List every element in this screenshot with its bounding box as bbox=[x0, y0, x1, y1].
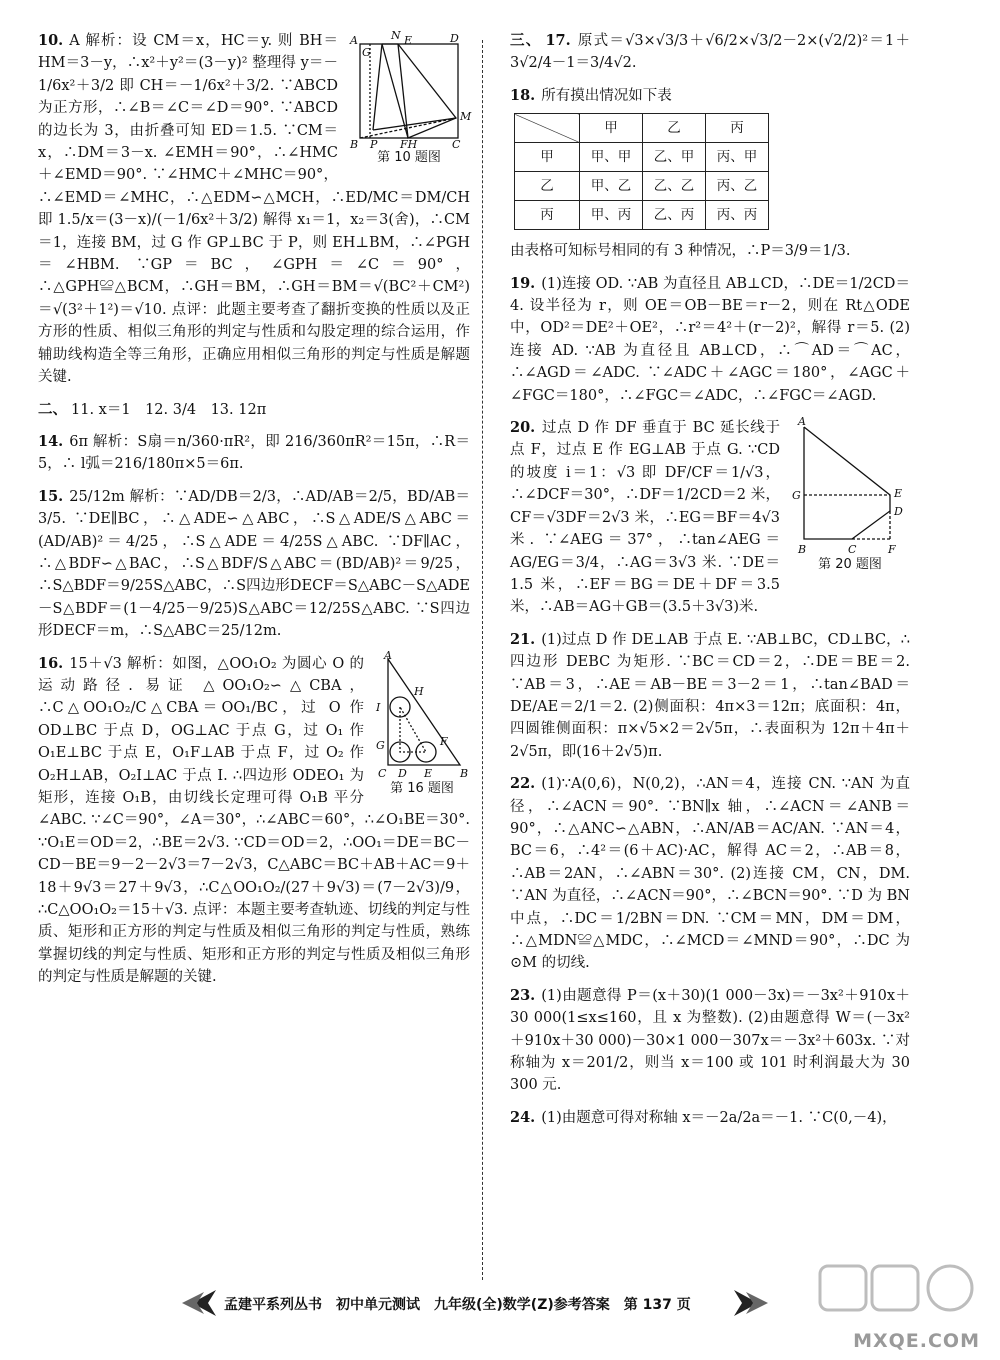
table-row bbox=[515, 143, 769, 172]
answer-18-conclusion: 由表格可知标号相同的有 3 种情况，∴P＝3/9＝1/3. bbox=[510, 243, 851, 260]
fig10-label-g: G bbox=[362, 46, 371, 59]
fig20-label-b: B bbox=[798, 543, 807, 557]
page-footer bbox=[180, 1288, 770, 1318]
figure-20-caption: 第 20 题图 bbox=[818, 557, 882, 573]
fig10-label-b: B bbox=[350, 138, 359, 151]
answer-15-number: 15. bbox=[38, 487, 64, 505]
answer-20 bbox=[510, 417, 910, 619]
fig20-label-e: E bbox=[894, 487, 903, 501]
figure-10-diagram bbox=[348, 30, 470, 150]
table-row bbox=[515, 201, 769, 230]
section-three-label: 三、 bbox=[510, 32, 542, 49]
answer-11-13-text: 11. x＝1 12. 3/4 13. 12π bbox=[71, 401, 267, 418]
answer-20-text: 过点 D 作 DF 垂直于 BC 延长线于点 F，过点 E 作 EG⊥AB 于点 G. ∵CD 的坡度 i＝1：√3 即 DF/CF＝1/√3，∴∠DCF＝30°，∴DF＝1/2CD＝2 米，CF＝√3DF＝2√3 米，∴EG＝BF＝4√3 米. ∵∠AEG＝37°，∴tan∠AEG＝AG/EG＝3/4，∴AG＝3√3 米. ∵DE＝1.5 米，∴EF＝BG＝DE＋DF＝3.5 米，∴AB＝AG＋GB＝(3.5＋3√3)米. bbox=[510, 420, 780, 616]
table-cell: 丙、甲 bbox=[706, 143, 769, 172]
answer-20-number: 20. bbox=[510, 419, 536, 437]
table-cell: 丙、乙 bbox=[706, 172, 769, 201]
answer-14-number: 14. bbox=[38, 432, 64, 450]
fig16-label-h: H bbox=[414, 684, 424, 698]
answer-24-number: 24. bbox=[510, 1108, 536, 1126]
answer-10 bbox=[38, 30, 470, 389]
fig10-label-e: E bbox=[404, 34, 413, 47]
section-two-label: 二、 bbox=[38, 400, 67, 418]
fig20-label-g: G bbox=[792, 489, 801, 503]
table-cell: 乙、丙 bbox=[643, 201, 706, 230]
fig10-label-a: A bbox=[350, 34, 358, 47]
fig16-label-i: I bbox=[376, 700, 381, 714]
left-arrow-icon bbox=[180, 1288, 218, 1318]
fig10-label-d: D bbox=[450, 32, 459, 45]
answer-24-text: (1)由题意可得对称轴 x＝－2a/2a＝－1. ∵C(0,－4)， bbox=[541, 1109, 897, 1126]
table-cell: 甲、乙 bbox=[580, 172, 643, 201]
table-header-cell: 乙 bbox=[643, 114, 706, 143]
left-column bbox=[38, 30, 470, 999]
answer-23 bbox=[510, 985, 910, 1097]
table-row-header: 乙 bbox=[515, 172, 580, 201]
answer-22-text: (1)∵A(0,6)，N(0,2)，∴AN＝4，连接 CN. ∵AN 为直径，∴∠ACN＝90°. ∵BN∥x 轴，∴∠ACN＝∠ANB＝90°，∴△ANC∽△ABN，∴AN/AB＝AC/AN. ∵AN＝4，BC＝6，∴4²＝(6＋AC)·AC，解得 AC＝2，∴AB＝8，∴AB＝2AN，∴∠ABN＝30°. (2)连接 CM，CN，DM. ∵AN 为直径，∴∠ACN＝90°，∴∠BCN＝90°. ∵D 为 BN 中点，∴DC＝1/2BN＝DN. ∵CM＝MN，DM＝DM，∴△MDN≌△MDC，∴∠MCD＝∠MND＝90°，∴DC 为⊙M 的切线. bbox=[510, 776, 910, 972]
right-arrow-icon bbox=[732, 1288, 770, 1318]
answer-16 bbox=[38, 648, 470, 989]
table-header-row bbox=[515, 114, 769, 143]
column-divider bbox=[482, 40, 483, 1280]
fig16-label-a: A bbox=[384, 648, 392, 662]
answer-18 bbox=[510, 85, 910, 263]
fig10-label-p: P bbox=[370, 138, 378, 151]
answer-22-number: 22. bbox=[510, 775, 536, 793]
table-row-header: 甲 bbox=[515, 143, 580, 172]
answer-19-text: (1)连接 OD. ∵AB 为直径且 AB⊥CD，∴DE＝1/2CD＝4. 设半径为 r，则 OE＝OB－BE＝r－2，则在 Rt△ODE 中，OD²＝DE²＋OE²，∴r²＝4²＋(r－2)²，解得 r＝5. (2)连接 AD. ∵AB 为直径且 AB⊥CD，∴⌒AD＝⌒AC，∴∠AGD＝∠ADC. ∵∠ADC＋∠AGC＝180°，∠AGC＋∠FGC＝180°，∴∠FGC＝∠ADC，∴∠FGC＝∠AGD. bbox=[510, 275, 910, 404]
figure-10 bbox=[348, 30, 470, 166]
figure-16-caption: 第 16 题图 bbox=[390, 780, 454, 796]
table-header-cell: 甲 bbox=[580, 114, 643, 143]
table-cell: 甲、甲 bbox=[580, 143, 643, 172]
answer-16-text: 15＋√3 解析：如图，△OO₁O₂ 为圆心 O 的运动路径. 易证 △OO₁O₂∽△CBA，∴C△OO₁O₂/C△CBA＝OO₁/BC，过 O 作 OD⊥BC 于点 D，OG⊥AC 于点 G，过 O₁ 作 O₁E⊥BC 于点 E，O₁F⊥AB 于点 F，过 O₂ 作 O₂H⊥AB，O₂I⊥AC 于点 I. ∴四边形 ODEO₁ 为矩形，连接 O₁B，由切线长定理可得 O₁B 平分∠ABC. ∵∠C＝90°，∠A＝30°，∴∠ABC＝60°，∴∠O₁BE＝30°. ∵O₁E＝OD＝2，∴BE＝2√3. ∵CD＝OD＝2，∴OO₁＝DE＝BC－CD－BE＝9－2－2√3＝7－2√3，C△ABC＝BC＋AB＋AC＝9＋18＋9√3＝27＋9√3，∴C△OO₁O₂/(27＋9√3)＝(7－2√3)/9，∴C△OO₁O₂＝15＋√3. 点评：本题主要考查轨迹、切线的判定与性质、矩形和正方形的判定与性质及相似三角形的判定与性质，熟练掌握切线的判定与性质、矩形和正方形的判定与性质及相似三角形的判定与性质是解题的关键. bbox=[38, 655, 470, 986]
answer-15-text: 25/12m 解析：∵AD/DB＝2/3，∴AD/AB＝2/5，BD/AB＝3/5. ∵DE∥BC，∴△ADE∽△ABC，∴S△ADE/S△ABC＝(AD/AB)²＝4/25，∴S△ADE＝4/25S△ABC. ∵DF∥AC，∴△BDF∽△BAC，∴S△BDF/S△ABC＝(BD/AB)²＝9/25，∴S△BDF＝9/25S△ABC，∴S四边形DECF＝S△ABC－S△ADE－S△BDF＝(1－4/25－9/25)S△ABC＝12/25S△ABC. ∵S四边形DECF＝m，∴S△ABC＝25/12m. bbox=[38, 488, 470, 640]
figure-20 bbox=[790, 417, 910, 573]
fig20-label-c: C bbox=[848, 543, 857, 557]
answer-23-text: (1)由题意得 P＝(x＋30)(1 000－3x)＝－3x²＋910x＋30 000(1≤x≤160，且 x 为整数). (2)由题意得 W＝(－3x²＋910x＋30 000)－30×1 000－307x＝－3x²＋603x. ∵对称轴为 x＝201/2，则当 x＝100 或 101 时利润最大为 30 300 元. bbox=[510, 987, 910, 1094]
fig10-label-m: M bbox=[460, 110, 472, 123]
answer-17-text: 原式＝√3×√3/3＋√6/2×√3/2－2×(√2/2)²＝1＋3√2/4－1＝3/4√2. bbox=[510, 33, 910, 72]
fig20-label-d: D bbox=[894, 505, 903, 519]
fig16-label-b: B bbox=[460, 766, 469, 780]
fig10-label-c: C bbox=[452, 138, 461, 151]
answer-18-number: 18. bbox=[510, 86, 536, 104]
fig16-label-f: F bbox=[440, 734, 448, 748]
fig10-label-n: N bbox=[391, 29, 401, 42]
answer-14-text: 6π 解析：S扇＝n/360·πR²，即 216/360πR²＝15π，∴R＝5，∴ l弧＝216/180π×5＝6π. bbox=[38, 433, 470, 473]
table-corner-cell bbox=[515, 114, 580, 143]
answer-19-number: 19. bbox=[510, 274, 536, 292]
answer-17-number: 17. bbox=[545, 32, 571, 49]
answer-17 bbox=[510, 30, 910, 75]
answer-21-number: 21. bbox=[510, 630, 536, 648]
fig16-label-g: G bbox=[376, 738, 385, 752]
answer-14 bbox=[38, 431, 470, 476]
answer-21-text: (1)过点 D 作 DE⊥AB 于点 E. ∵AB⊥BC，CD⊥BC，∴四边形 DEBC 为矩形. ∵BC＝CD＝2，∴DE＝BE＝2. ∵AB＝3，∴AE＝AB－BE＝3－2＝1，∴tan∠BAD＝DE/AE＝2/1＝2. (2)侧面积：4π×3＝12π；底面积：4π，四圆锥侧面积：π×√5×2＝2√5π，∴表面积为 12π＋4π＋2√5π，即(16＋2√5)π. bbox=[510, 631, 910, 760]
figure-16-diagram bbox=[374, 648, 470, 781]
fig16-label-c: C bbox=[378, 766, 387, 780]
right-column bbox=[510, 30, 910, 1139]
figure-16 bbox=[374, 648, 470, 797]
answer-22 bbox=[510, 773, 910, 975]
answer-10-text: A 解析：设 CM＝x，HC＝y. 则 BH＝HM＝3－y，∴x²＋y²＝(3－y)² 整理得 y＝－1/6x²＋3/2 即 CH＝－1/6x²＋3/2. ∵ABCD 为正方形，∴∠B＝∠C＝∠D＝90°. ∵ABCD 的边长为 3，由折叠可知 ED＝1.5. ∵CM＝x，∴DM＝3－x. ∠EMH＝90°，∴∠HMC＋∠EMD＝90°. ∵∠HMC＋∠MHC＝90°，∴∠EMD＝∠MHC，∴△EDM∽△MCH，∴ED/MC＝DM/CH 即 1.5/x＝(3－x)/(－1/6x²＋3/2) 解得 x₁＝1，x₂＝3(舍)，∴CM＝1，连接 BM，过 G 作 GP⊥BC 于 P，则 EH⊥BM，∴∠PGH＝∠HBM. ∵GP＝BC，∠GPH＝∠C＝90°，∴△GPH≌△BCM，∴GH＝BM，∴GH＝BM＝√(BC²＋CM²)＝√(3²＋1²)＝√10. 点评：此题主要考查了翻折变换的性质以及正方形的性质、相似三角形的判定与性质和勾股定理的综合运用，作辅助线构造全等三角形，正确应用相似三角形的判定与性质是解题关键. bbox=[38, 33, 470, 386]
answer-21 bbox=[510, 629, 910, 763]
table-row bbox=[515, 172, 769, 201]
answer-23-number: 23. bbox=[510, 986, 536, 1004]
answer-16-number: 16. bbox=[38, 654, 64, 672]
table-cell: 乙、甲 bbox=[643, 143, 706, 172]
fig20-label-f: F bbox=[888, 543, 896, 557]
answer-18-intro: 所有摸出情况如下表 bbox=[541, 87, 672, 104]
outcome-table bbox=[514, 113, 769, 230]
answer-24 bbox=[510, 1107, 910, 1129]
watermark bbox=[800, 1260, 990, 1354]
fig16-label-e: E bbox=[424, 766, 433, 780]
figure-10-caption: 第 10 题图 bbox=[377, 150, 441, 165]
footer-text: 孟建平系列丛书 初中单元测试 九年级(全)数学(Z)参考答案 第 137 页 bbox=[224, 1297, 691, 1313]
fig16-label-d: D bbox=[398, 766, 407, 780]
answer-19 bbox=[510, 273, 910, 407]
table-cell: 丙、丙 bbox=[706, 201, 769, 230]
fig20-label-a: A bbox=[798, 415, 806, 429]
watermark-text: MXQE.COM bbox=[853, 1330, 980, 1352]
answer-10-number: 10. bbox=[38, 32, 64, 49]
answer-15 bbox=[38, 486, 470, 643]
table-cell: 甲、丙 bbox=[580, 201, 643, 230]
answer-11-13 bbox=[38, 399, 470, 421]
table-row-header: 丙 bbox=[515, 201, 580, 230]
table-cell: 乙、乙 bbox=[643, 172, 706, 201]
table-header-cell: 丙 bbox=[706, 114, 769, 143]
figure-20-diagram bbox=[790, 417, 910, 557]
fig10-label-fh: FH bbox=[400, 138, 418, 151]
